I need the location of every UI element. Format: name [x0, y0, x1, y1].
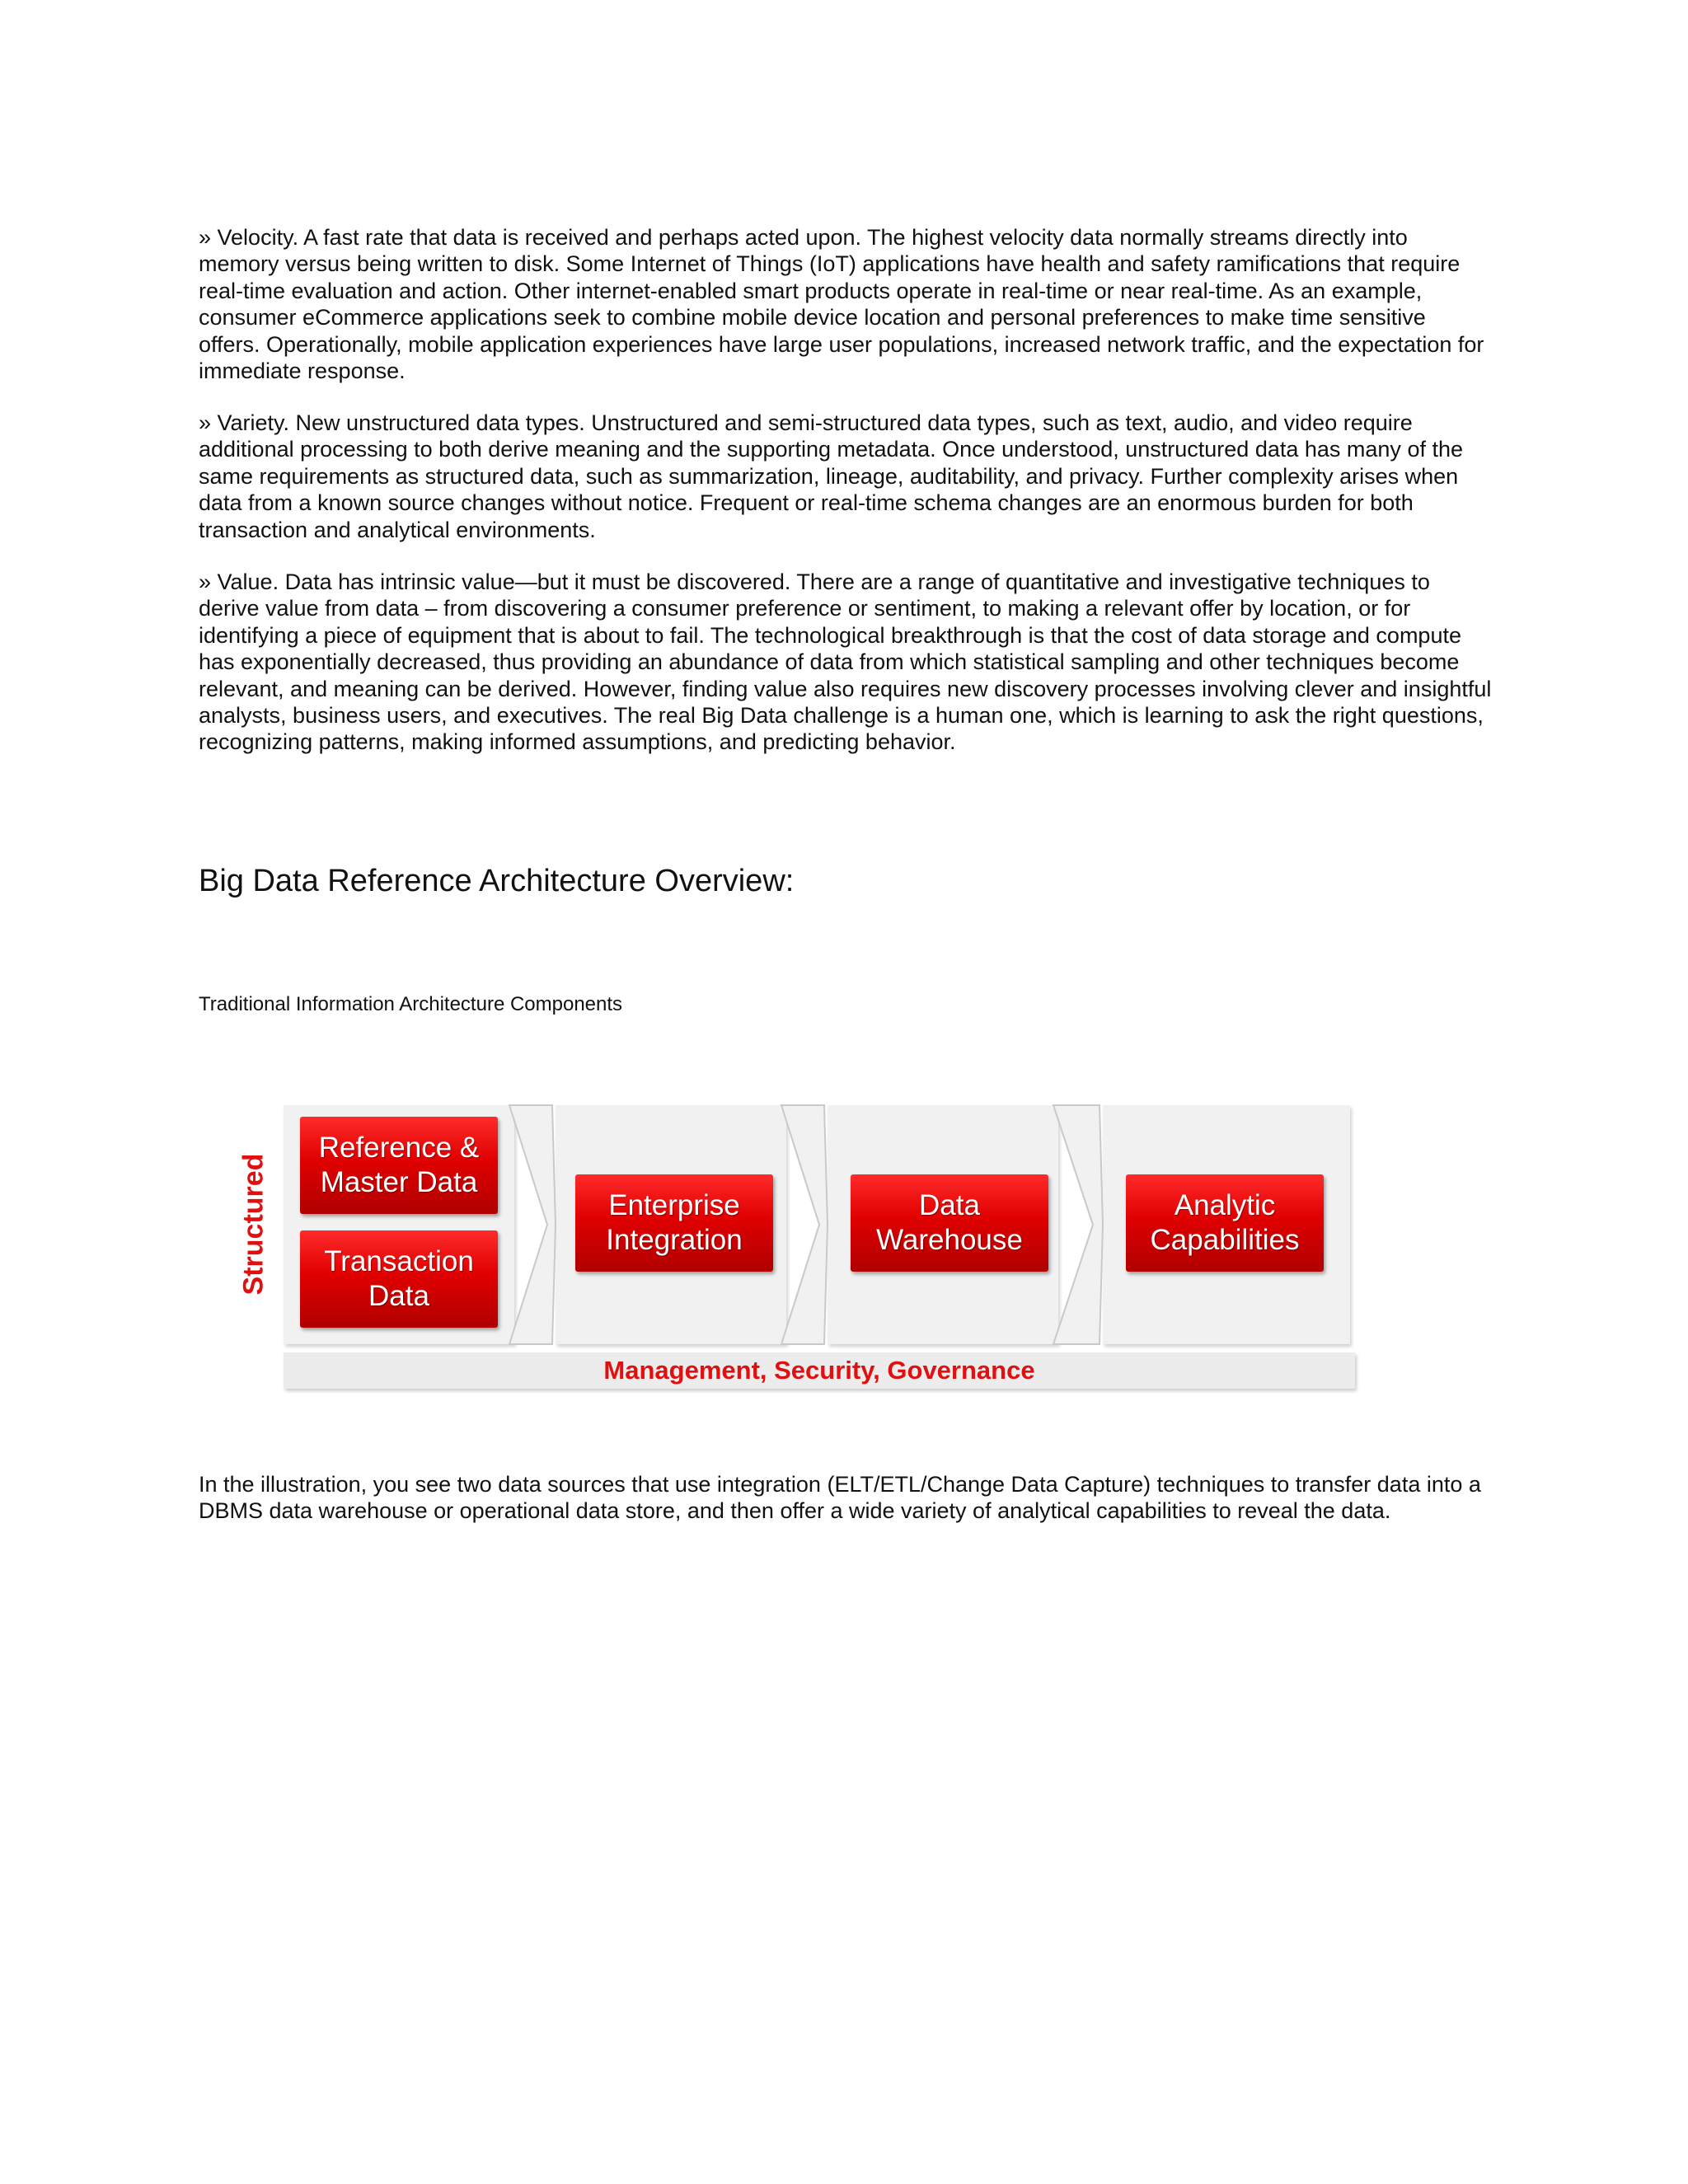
analytic-capabilities-box: Analytic Capabilities — [1126, 1174, 1324, 1272]
variety-paragraph: » Variety. New unstructured data types. Unstructured and semi-structured data types, such as text, audio, and video require additional processing to both derive meaning and the supporting metadata. Once understood, unstructured data has many of the same requirements as structured data, such as summarization, lineage, auditability, and privacy. Further complexity arises when data from a known source changes without notice. Frequent or real-time schema changes are an enormous burden for both transaction and analytical environments. — [199, 410, 1463, 542]
management-security-governance-bar: Management, Security, Governance — [284, 1352, 1355, 1389]
velocity-paragraph: » Velocity. A fast rate that data is received and perhaps acted upon. The highest velocity data normally streams directly into memory versus being written to disk. Some Internet of Things (IoT) applications have health and safety ramifications that require real-time evaluation and action. Other internet-enabled smart products operate in real-time or near real-time. As an example, consumer eCommerce applications seek to combine mobile device location and personal preferences to make time sensitive offers. Operationally, mobile application experiences have large user populations, increased network traffic, and the expectation for immediate response. — [199, 225, 1484, 384]
structured-label: Structured — [237, 1153, 270, 1295]
section-heading: Big Data Reference Architecture Overview: — [199, 864, 795, 898]
arrow-connector-1 — [509, 1105, 556, 1344]
architecture-diagram — [231, 1092, 1368, 1405]
value-paragraph: » Value. Data has intrinsic value—but it must be discovered. There are a range of quantitative and investigative techniques to derive value from data – from discovering a consumer preference or sentiment, to making a relevant offer by location, or for identifying a piece of equipment that is about to fail. The technological breakthrough is that the cost of data storage and compute has exponentially decreased, thus providing an abundance of data from which statistical sampling and other techniques become relevant, and meaning can be derived. However, finding value also requires new discovery processes involving clever and insightful analysts, business users, and executives. The real Big Data challenge is a human one, which is learning to ask the right questions, recognizing patterns, making informed assumptions, and predicting behavior. — [199, 569, 1492, 755]
enterprise-integration-box: Enterprise Integration — [575, 1174, 773, 1272]
data-warehouse-box: Data Warehouse — [851, 1174, 1048, 1272]
reference-master-data-box: Reference & Master Data — [300, 1117, 498, 1214]
transaction-data-box: Transaction Data — [300, 1230, 498, 1328]
figure-caption: Traditional Information Architecture Components — [199, 993, 623, 1015]
illustration-paragraph: In the illustration, you see two data sources that use integration (ELT/ETL/Change Data Capture) techniques to transfer data into a DBMS data warehouse or operational data store, and then offer a wide variety of analytical capabilities to reveal the data. — [199, 1472, 1481, 1524]
arrow-connector-3 — [1053, 1105, 1103, 1344]
arrow-connector-2 — [781, 1105, 828, 1344]
